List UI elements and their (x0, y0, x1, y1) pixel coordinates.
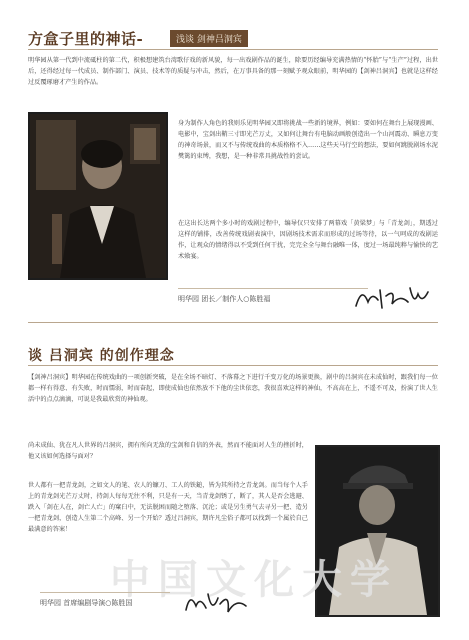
section-divider (28, 322, 438, 323)
section1-title: 方盒子里的神话- (28, 30, 144, 48)
section1-rule (28, 49, 438, 50)
section2-paragraph-3: 世人都有一把青龙剑，之如文人的笔、农人的镰刀、工人的铁鎚，皆为其所持之青龙剑。而当每个人手上的青龙剑光芒万丈时，持剑人每每无往不利，只是有一天，当青龙剑锈了，断了，其人是否会逃避、跌入「剑在人在，剑亡人亡」的窠臼中，无法脱困而随之堕落、沉沦；或是另生勇气去寻另一把、造另一把青龙剑，创造人生第二个高峰、另一个开始？透过吕洞宾，期许凡尘俗子都可以找到一个属於自己最满意的答案！ (28, 482, 308, 533)
section1-tag: 浅谈 剑神吕洞宾 (170, 30, 248, 47)
watermark: 中国文化大学 (110, 556, 398, 603)
producer-photo-image (30, 114, 166, 278)
signature-chen-sheng-guo (182, 588, 252, 618)
credit1-rule (178, 288, 368, 289)
credit2-rule (40, 592, 170, 593)
section2-rule (28, 365, 438, 366)
signature-chen-sheng-fu (352, 282, 432, 312)
producer-photo (28, 112, 168, 280)
section1-intro: 明华园从第一代到中流砥柱的第二代，积极想建筑台湾歌仔戏的新风貌，每一出戏剧作品的诞生，除要历经编导充满热情的“怀胎”与“生产”过程，出世后，还得经过每一代成员、制作部门、演员、技术等的质疑与冲击，然后，在万事具备的那一刻赋予观众眼前，明华园的【剑神吕洞宾】也就是这样经过反覆琢磨才产生的作品。 (28, 57, 438, 86)
section2-paragraph-1: 【剑神吕洞宾】明华园在传统戏曲的一项创新突破，是在全场不暗灯、不落幕之下进行千变万化的场景更换，剧中的吕洞宾在未成仙时，跟我们每一位都一样有得意、有失败，时而懦弱，时而奋起，即使成仙也依然放不下他的尘世依恋，我很喜欢这样的神仙，不高高在上，不遥不可及，扮演了世人生活中的点点滴滴，可说是我最欣赏的神仙观。 (28, 374, 438, 403)
section2-credit: 明华园 首席编剧导演○陈胜国 (40, 599, 133, 607)
section2-paragraph-2: 尚未成仙、犹在凡人世界的吕洞宾，拥有所向无敌的宝剑和自信的外表，然而不能面对人生的挫折时，他又该如何选择与面对？ (28, 442, 308, 460)
section1-credit: 明华园 团长／制作人○陈胜福 (178, 295, 271, 303)
section2-title: 谈 吕洞宾 的创作理念 (28, 348, 175, 364)
section1-paragraph-2: 身为制作人角色的我则乐见明华园又即将挑战一些新的境界，例如：要如何在舞台上展现漫画、电影中，宝剑出鞘三寸即光芒万丈，又如何让舞台有电脑动画般创造出一个山河震动、瞬息万变的神奇场景，而又不与传统戏曲的本质格格不入……这些天马行空的想法，要如何跳脱剧场水泥樊篱的束缚，我想，是一种非常具挑战性的尝试。 (178, 120, 438, 160)
section1-paragraph-3: 在这出长达两个多小时的戏剧过程中，编导仅只安排了两幕戏「黄粱梦」与「青龙剑」，期透过这样的铺排，改善传统戏剧表演中，因剧场技术需求而形成的过场等待，以一气呵成的戏剧运作，让观众的情绪得以不受到任何干扰，完完全全与舞台融唯一体，度过一场最纯粹与愉快的艺术飨宴。 (178, 220, 438, 260)
